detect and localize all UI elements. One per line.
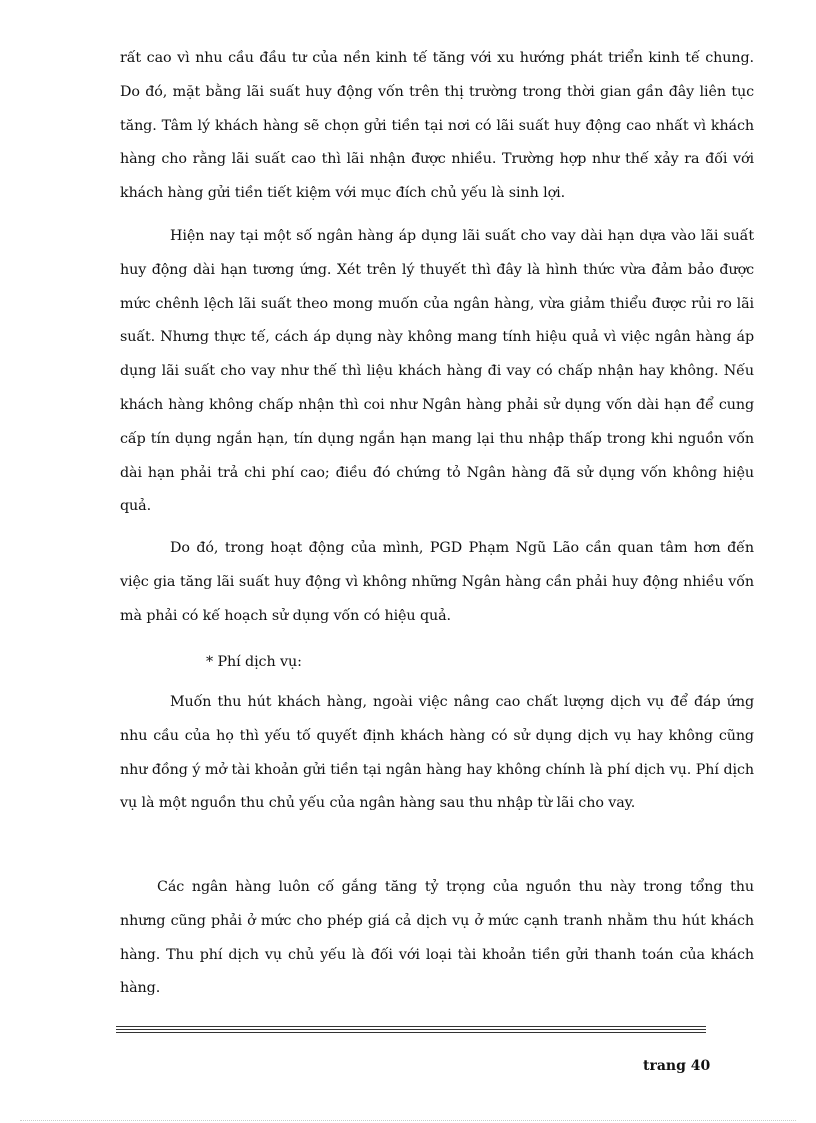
page-bottom-divider	[20, 1120, 796, 1121]
paragraph-long-term-lending-rate: Hiện nay tại một số ngân hàng áp dụng lãi suất cho vay dài hạn dựa vào lãi suất huy động dài hạn tương ứng. Xét trên lý thuyết thì đây là hình thức vừa đảm bảo được mức chênh lệch lãi suất theo mong muốn của ngân hàng, vừa giảm thiểu được rủi ro lãi suất. Nhưng thực tế, cách áp dụng này không mang tính hiệu quả vì việc ngân hàng áp dụng lãi suất cho vay như thế thì liệu khách hàng đi vay có chấp nhận hay không. Nếu khách hàng không chấp nhận thì coi như Ngân hàng phải sử dụng vốn dài hạn để cung cấp tín dụng ngắn hạn, tín dụng ngắn hạn mang lại thu nhập thấp trong khi nguồn vốn dài hạn phải trả chi phí cao; điều đó chứng tỏ Ngân hàng đã sử dụng vốn không hiệu quả.	[120, 228, 754, 515]
paragraph-interest-rate-trend: rất cao vì nhu cầu đầu tư của nền kinh tế tăng với xu hướng phát triển kinh tế chung. Do đó, mặt bằng lãi suất huy động vốn trên thị trường trong thời gian gần đây liên tục tăng. Tâm lý khách hàng sẽ chọn gửi tiền tại nơi có lãi suất huy động cao nhất vì khách hàng cho rằng lãi suất cao thì lãi nhận được nhiều. Trường hợp như thế xảy ra đối với khách hàng gửi tiền tiết kiệm với mục đích chủ yếu là sinh lợi.	[120, 50, 754, 202]
section-heading-service-fee: * Phí dịch vụ:	[206, 654, 302, 670]
paragraph-fee-revenue: Các ngân hàng luôn cố gắng tăng tỷ trọng của nguồn thu này trong tổng thu nhưng cũng phải ở mức cho phép giá cả dịch vụ ở mức cạnh tranh nhằm thu hút khách hàng. Thu phí dịch vụ chủ yếu là đối với loại tài khoản tiền gửi thanh toán của khách hàng.	[120, 879, 754, 997]
footer-rule-bottom	[116, 1032, 706, 1033]
footer-rule-top	[116, 1026, 706, 1027]
page-number: trang 40	[643, 1058, 711, 1074]
footer-rule-middle	[116, 1029, 706, 1030]
paragraph-pgd-conclusion: Do đó, trong hoạt động của mình, PGD Phạm Ngũ Lão cần quan tâm hơn đến việc gia tăng lãi suất huy động vì không những Ngân hàng cần phải huy động nhiều vốn mà phải có kế hoạch sử dụng vốn có hiệu quả.	[120, 540, 754, 624]
paragraph-service-fee: Muốn thu hút khách hàng, ngoài việc nâng cao chất lượng dịch vụ để đáp ứng nhu cầu của họ thì yếu tố quyết định khách hàng có sử dụng dịch vụ hay không cũng như đồng ý mở tài khoản gửi tiền tại ngân hàng hay không chính là phí dịch vụ. Phí dịch vụ là một nguồn thu chủ yếu của ngân hàng sau thu nhập từ lãi cho vay.	[120, 694, 754, 812]
